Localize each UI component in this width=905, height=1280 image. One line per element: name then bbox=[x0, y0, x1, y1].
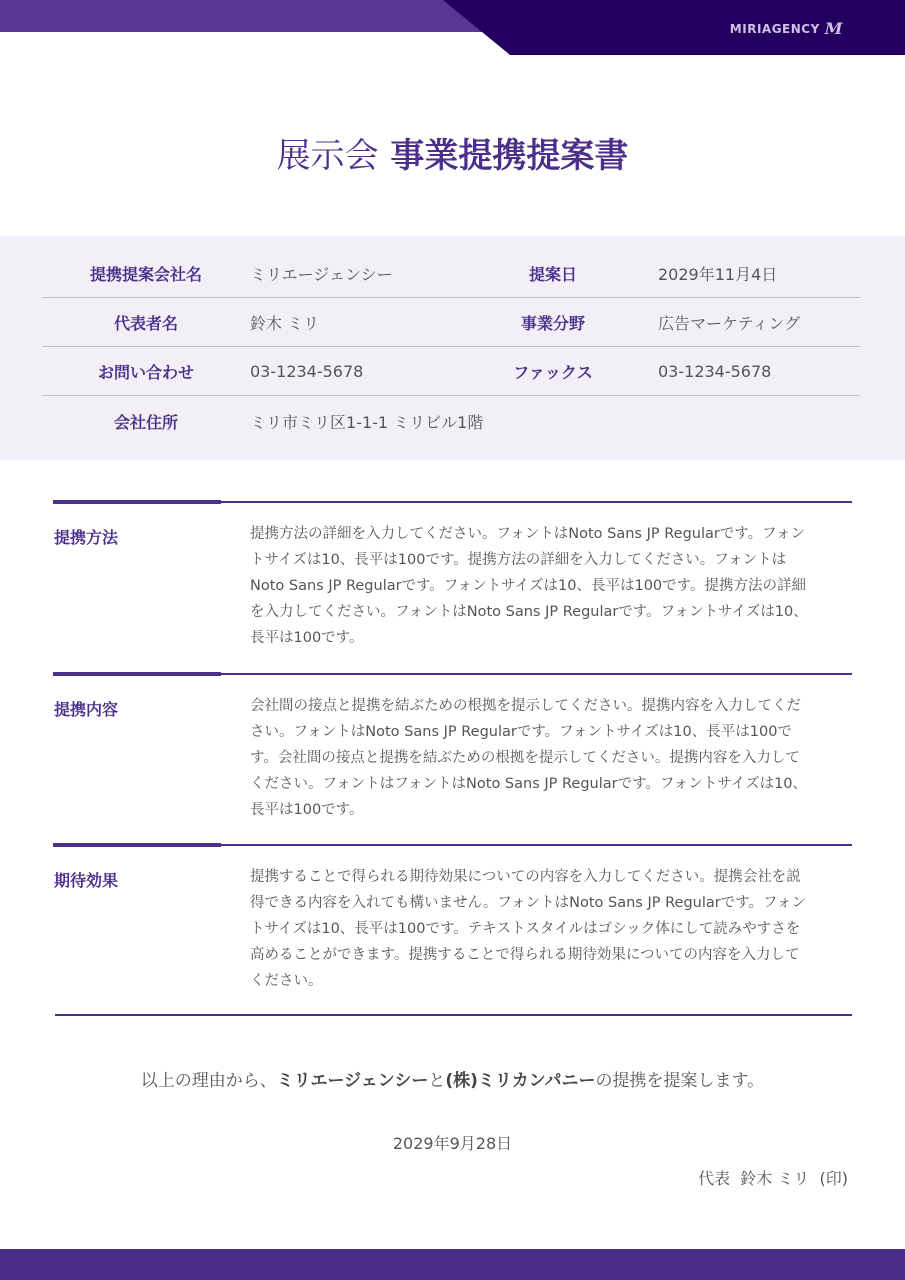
header-accent-band bbox=[0, 0, 520, 32]
brand-logo bbox=[730, 19, 843, 38]
footer-band bbox=[0, 1249, 905, 1280]
title-prefix: 展示会 bbox=[276, 136, 379, 176]
info-value: ミリ市ミリ区1-1-1 ミリビル1階 bbox=[250, 413, 484, 432]
closing-text: 以上の理由から、 bbox=[140, 1071, 277, 1091]
page-title bbox=[0, 128, 905, 177]
divider bbox=[55, 1014, 852, 1016]
closing-text: の提携を提案します。 bbox=[595, 1071, 765, 1091]
section-body: 提携することで得られる期待効果についての内容を入力してください。提携会社を説得できる内容を入れても構いません。フォントはNoto Sans JP Regularです。フォントサイズは10、長平は100です。テキストスタイルはゴシック体にして読みやすさを高めることができます。提携することで得られる期待効果についての内容を入力してください。 bbox=[250, 869, 806, 989]
closing-text: と bbox=[428, 1071, 446, 1091]
section-accent-bar bbox=[53, 500, 221, 504]
signature-date: 2029年9月28日 bbox=[392, 1134, 513, 1153]
info-row bbox=[42, 249, 860, 298]
info-value: 広告マーケティング bbox=[658, 313, 801, 333]
divider bbox=[221, 501, 852, 503]
section-body: 会社間の接点と提携を結ぶための根拠を提示してください。提携内容を入力してください。フォントはNoto Sans JP Regularです。フォントサイズは10、長平は100です。会社間の接点と提携を結ぶための根拠を提示してください。提携内容を入力してください。フォントはフォントはNoto Sans JP Regularです。フォントサイズは10、長平は100です。 bbox=[250, 698, 808, 818]
info-label: お問い合わせ bbox=[97, 362, 194, 382]
divider bbox=[221, 844, 852, 846]
representative-signature: 代表 鈴木 ミリ (印) bbox=[698, 1169, 848, 1188]
brand-name: MIRIAGENCY bbox=[729, 21, 820, 36]
info-label: 事業分野 bbox=[520, 313, 585, 333]
closing-statement bbox=[0, 1066, 905, 1091]
info-value: ミリエージェンシー bbox=[250, 264, 393, 284]
info-row bbox=[42, 298, 860, 347]
section-heading: 期待効果 bbox=[54, 871, 119, 890]
company-name: (株)ミリカンパニー bbox=[445, 1071, 596, 1091]
info-value: 03-1234-5678 bbox=[250, 361, 364, 381]
info-label: 会社住所 bbox=[113, 413, 178, 432]
info-row bbox=[42, 397, 860, 446]
info-row bbox=[42, 347, 860, 396]
section-body: 提携方法の詳細を入力してください。フォントはNoto Sans JP Regularです。フォントサイズは10、長平は100です。提携方法の詳細を入力してください。フォントはNoto Sans JP Regularです。フォントサイズは10、長平は100です。提携方法の詳細を入力してください。フォントはNoto Sans JP Regularです。フォントサイズは10、長平は100です。 bbox=[250, 526, 808, 646]
info-label: 提案日 bbox=[528, 264, 577, 284]
info-value: 03-1234-5678 bbox=[658, 361, 772, 381]
company-info-table bbox=[0, 236, 905, 460]
company-name: ミリエージェンシー bbox=[276, 1071, 429, 1091]
info-value: 鈴木 ミリ bbox=[250, 313, 320, 333]
section-accent-bar bbox=[53, 843, 221, 847]
info-label: ファックス bbox=[513, 362, 593, 382]
divider bbox=[221, 673, 852, 675]
section-accent-bar bbox=[53, 672, 221, 676]
info-label: 代表者名 bbox=[113, 313, 178, 333]
section-heading: 提携内容 bbox=[54, 700, 119, 719]
title-main: 事業提携提案書 bbox=[390, 136, 629, 176]
section-heading: 提携方法 bbox=[54, 528, 119, 547]
logo-mark-icon: M bbox=[824, 19, 843, 38]
info-label: 提携提案会社名 bbox=[89, 264, 202, 284]
info-value: 2029年11月4日 bbox=[658, 264, 778, 284]
